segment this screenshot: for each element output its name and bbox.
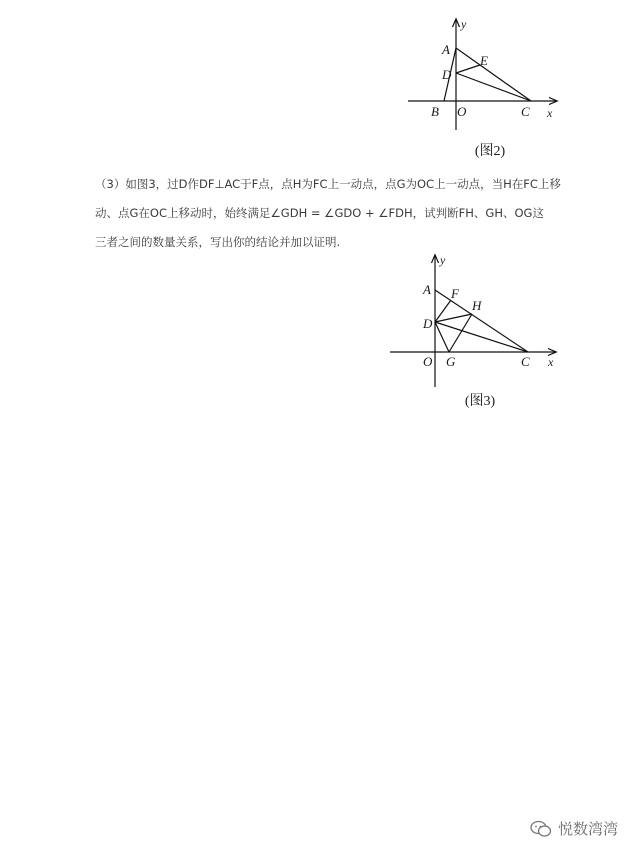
fig3-label-H: H [472,298,482,313]
fig2-label-C: C [521,104,530,119]
problem-3-line-2: 动、点G在OC上移动时，始终满足∠GDH = ∠GDO + ∠FDH，试判断FH、GH、OG这 [95,206,544,220]
fig2-segment-AC [456,48,531,101]
fig3-label-F: F [451,286,459,301]
fig2-label-y: y [461,17,467,31]
fig2-segment-DE [456,65,480,73]
figure-2-caption: (图2) [474,144,506,159]
fig2-label-E: E [480,53,488,68]
figure-2-diagram [400,10,570,130]
fig2-segment-DC [456,73,531,101]
fig2-label-D: D [442,67,452,82]
fig3-segment-DC [435,322,528,352]
problem-3-text [95,170,575,257]
watermark-text: 悦数湾湾 [557,820,618,838]
fig2-label-O: O [457,104,467,119]
fig3-label-O: O [423,354,433,369]
wechat-icon [530,820,552,838]
problem-3-line-1: （3）如图3，过D作DF⊥AC于F点，点H为FC上一动点，点G为OC上一动点，当H在FC上移 [95,177,561,191]
fig2-label-A: A [442,42,450,57]
fig3-label-D: D [423,316,433,331]
fig3-label-x: x [548,355,554,369]
fig2-label-B: B [431,104,439,119]
fig3-segment-AC [435,290,528,352]
fig3-label-C: C [521,354,530,369]
fig3-label-G: G [446,354,456,369]
figure-3-caption: (图3) [464,394,496,409]
fig2-label-x: x [547,106,553,120]
fig3-segment-DG [435,322,449,352]
problem-3-line-3: 三者之间的数量关系，写出你的结论并加以证明. [95,235,341,249]
figure-3-diagram [385,250,565,390]
watermark [530,818,618,839]
fig3-label-y: y [440,253,446,267]
fig3-label-A: A [423,282,431,297]
